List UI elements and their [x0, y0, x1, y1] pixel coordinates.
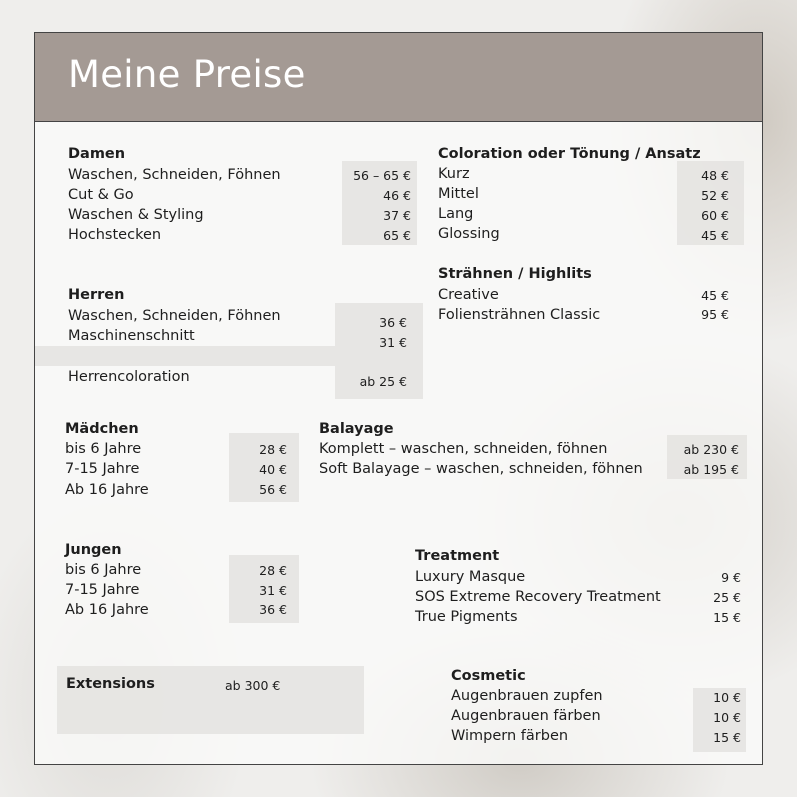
service-price: 31 €	[259, 583, 287, 598]
service-label: Luxury Masque	[415, 569, 526, 585]
service-price: 15 €	[713, 730, 741, 745]
title-banner	[35, 33, 762, 122]
service-price: 56 €	[259, 482, 287, 497]
service-price: ab 25 €	[359, 374, 407, 389]
service-label: Kurz	[438, 166, 470, 182]
service-price: 10 €	[713, 690, 741, 705]
service-label: Ab 16 Jahre	[65, 482, 149, 498]
service-price: ab 230 €	[683, 442, 739, 457]
service-price: 31 €	[379, 335, 407, 350]
service-label: Waschen, Schneiden, Föhnen	[68, 308, 281, 324]
service-price: 56 – 65 €	[353, 168, 411, 183]
page-title: Meine Preise	[68, 53, 306, 96]
service-label: bis 6 Jahre	[65, 562, 142, 578]
service-price: 65 €	[383, 228, 411, 243]
service-label: Lang	[438, 206, 474, 222]
service-label: Cut & Go	[68, 187, 134, 203]
service-price: ab 300 €	[225, 678, 281, 693]
herren-divider-band	[35, 346, 335, 366]
section-heading-straehnen: Strähnen / Highlits	[438, 266, 592, 282]
service-label: Ab 16 Jahre	[65, 602, 149, 618]
service-price: 46 €	[383, 188, 411, 203]
service-label: Hochstecken	[68, 227, 162, 243]
service-price: 45 €	[701, 228, 729, 243]
section-heading-herren: Herren	[68, 287, 125, 303]
service-price: 52 €	[701, 188, 729, 203]
service-price: 9 €	[721, 570, 741, 585]
service-price: 15 €	[713, 610, 741, 625]
service-label: 7-15 Jahre	[65, 582, 140, 598]
service-price: 40 €	[259, 462, 287, 477]
service-label: Creative	[438, 287, 499, 303]
service-label: Soft Balayage – waschen, schneiden, föhnen	[319, 461, 643, 477]
service-label: Augenbrauen zupfen	[451, 688, 603, 704]
service-label: Herrencoloration	[68, 369, 190, 385]
service-price: 25 €	[713, 590, 741, 605]
service-price: 60 €	[701, 208, 729, 223]
service-price: 28 €	[259, 563, 287, 578]
service-label: True Pigments	[415, 609, 518, 625]
service-label: Waschen & Styling	[68, 207, 204, 223]
section-heading-extensions: Extensions	[66, 676, 155, 692]
service-label: Maschinenschnitt	[68, 328, 195, 344]
service-label: SOS Extreme Recovery Treatment	[415, 589, 661, 605]
section-heading-cosmetic: Cosmetic	[451, 668, 526, 684]
service-price: ab 195 €	[683, 462, 739, 477]
section-heading-treatment: Treatment	[415, 548, 500, 564]
section-heading-balayage: Balayage	[319, 421, 394, 437]
service-label: Augenbrauen färben	[451, 708, 601, 724]
service-label: Glossing	[438, 226, 500, 242]
price-list-card	[34, 32, 763, 765]
service-price: 36 €	[259, 602, 287, 617]
service-label: Foliensträhnen Classic	[438, 307, 601, 323]
service-label: 7-15 Jahre	[65, 461, 140, 477]
service-price: 10 €	[713, 710, 741, 725]
service-price: 28 €	[259, 442, 287, 457]
service-label: Komplett – waschen, schneiden, föhnen	[319, 441, 608, 457]
section-heading-coloration: Coloration oder Tönung / Ansatz	[438, 146, 701, 162]
service-price: 37 €	[383, 208, 411, 223]
service-price: 36 €	[379, 315, 407, 330]
section-heading-jungen: Jungen	[65, 542, 122, 558]
section-heading-damen: Damen	[68, 146, 126, 162]
service-price: 45 €	[701, 288, 729, 303]
service-label: Mittel	[438, 186, 479, 202]
service-label: Wimpern färben	[451, 728, 569, 744]
service-price: 95 €	[701, 307, 729, 322]
service-label: bis 6 Jahre	[65, 441, 142, 457]
service-price: 48 €	[701, 168, 729, 183]
service-label: Waschen, Schneiden, Föhnen	[68, 167, 281, 183]
section-heading-maedchen: Mädchen	[65, 421, 139, 437]
